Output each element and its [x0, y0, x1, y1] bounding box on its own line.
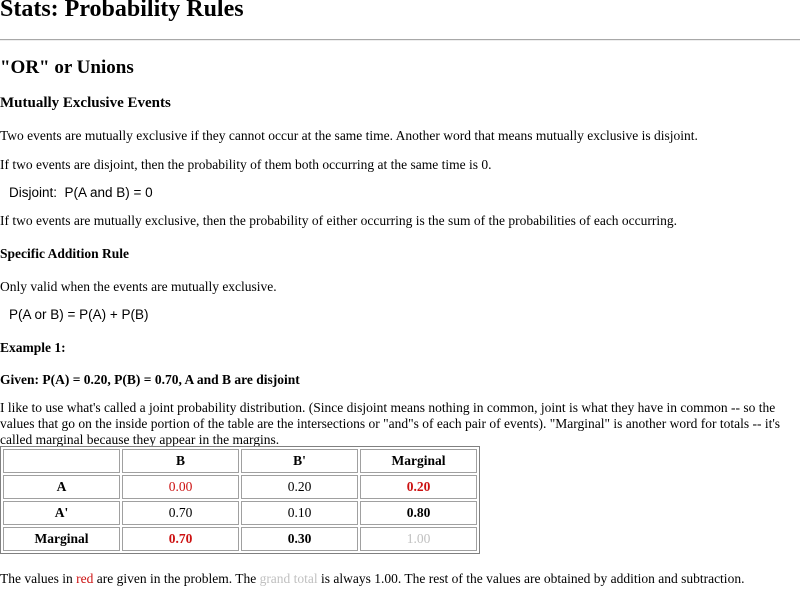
table-corner-cell [3, 449, 120, 473]
table-cell: 0.70 [122, 501, 239, 525]
footer-grey-word: grand total [259, 571, 318, 586]
footer-text: is always 1.00. The rest of the values are obtained by addition and subtraction. [317, 571, 745, 586]
formula-addition-rule: P(A or B) = P(A) + P(B) [9, 307, 149, 322]
table-header-row [3, 449, 477, 473]
divider [0, 39, 800, 41]
example-heading: Example 1: [0, 340, 66, 355]
table-cell-grand-total: 1.00 [360, 527, 477, 551]
table-cell: 0.10 [241, 501, 358, 525]
table-row-label: A [3, 475, 120, 499]
table-cell: 0.70 [122, 527, 239, 551]
section-title: "OR" or Unions [0, 57, 134, 78]
rule-heading: Specific Addition Rule [0, 246, 130, 261]
paragraph-sum: If two events are mutually exclusive, then the probability of either occurring is the sum of the probabilities of each occurring. [0, 213, 678, 228]
page-title: Stats: Probability Rules [0, 0, 244, 22]
paragraph-joint-distribution: I like to use what's called a joint probability distribution. (Since disjoint means nothing in common, joint is what they have in common -- so the values that go on the inside portion of the table are the intersections or "and"s of each pair of events). "Marginal" is another word for totals -- it's called marginal because they appear in the margins. [0, 400, 781, 447]
given-line: Given: P(A) = 0.20, P(B) = 0.70, A and B are disjoint [0, 372, 300, 387]
table-cell: 0.80 [360, 501, 477, 525]
table-row [3, 475, 477, 499]
table-cell: 0.00 [122, 475, 239, 499]
table-header-cell: B [122, 449, 239, 473]
table-cell: 0.30 [241, 527, 358, 551]
subsection-title: Mutually Exclusive Events [0, 95, 171, 111]
footer-text: The values in [0, 571, 77, 586]
footer-text: are given in the problem. The [93, 571, 260, 586]
table-row [3, 501, 477, 525]
joint-probability-table [0, 446, 480, 554]
table-header-cell: B' [241, 449, 358, 473]
paragraph-disjoint: If two events are disjoint, then the probability of them both occurring at the same time is 0. [0, 157, 492, 172]
footer-note [0, 571, 744, 587]
footer-red-word: red [76, 571, 94, 586]
table-cell: 0.20 [241, 475, 358, 499]
table-row-label: A' [3, 501, 120, 525]
table-header-cell: Marginal [360, 449, 477, 473]
paragraph-definition: Two events are mutually exclusive if they cannot occur at the same time. Another word that means mutually exclusive is disjoint. [0, 128, 698, 143]
paragraph-valid: Only valid when the events are mutually exclusive. [0, 279, 277, 294]
table-cell: 0.20 [360, 475, 477, 499]
formula-disjoint: Disjoint: P(A and B) = 0 [9, 185, 153, 200]
table-row [3, 527, 477, 551]
table-row-label: Marginal [3, 527, 120, 551]
